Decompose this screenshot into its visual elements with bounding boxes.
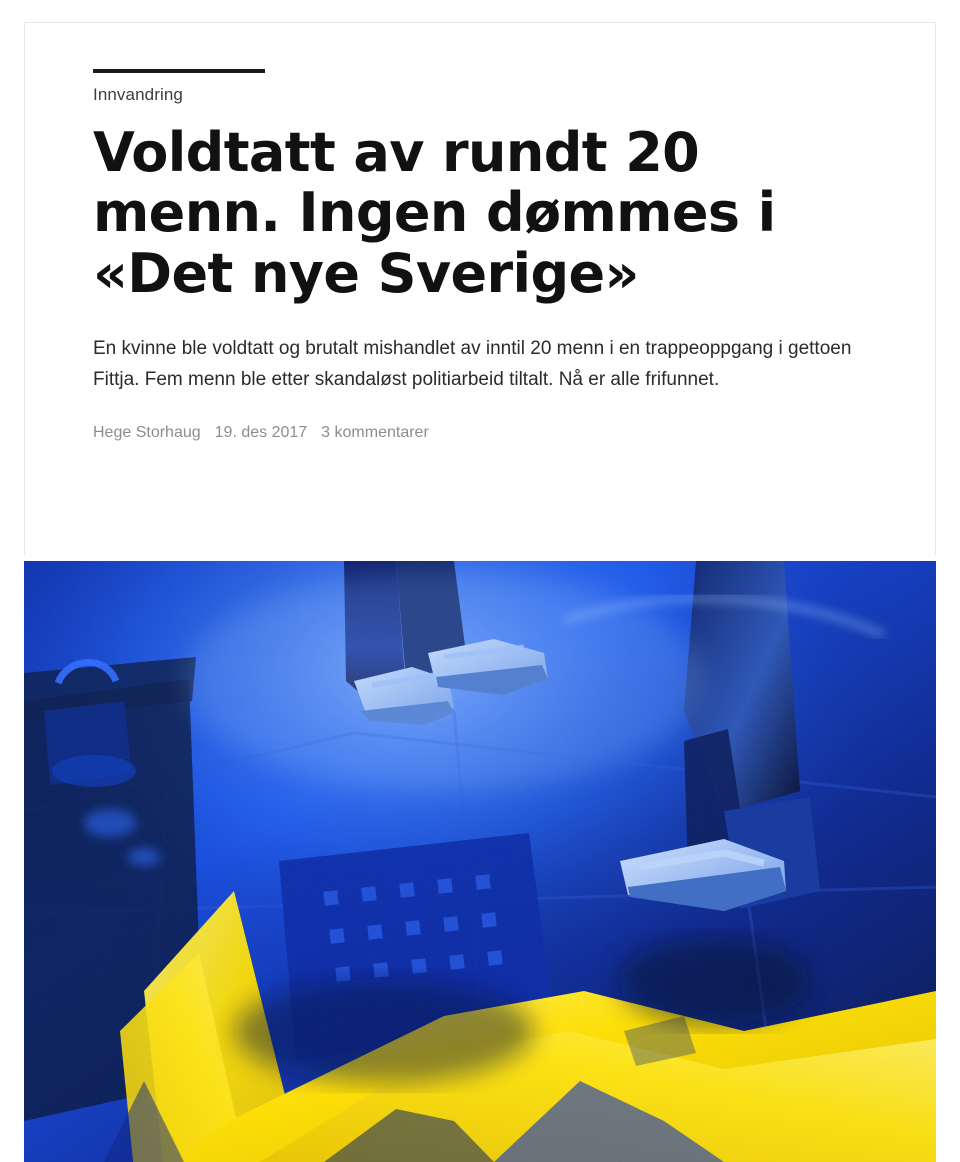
byline	[93, 424, 867, 442]
byline-date: 19. des 2017	[214, 423, 308, 441]
byline-author[interactable]: Hege Storhaug	[93, 423, 201, 441]
article-header-card	[24, 22, 936, 555]
kicker-divider	[93, 69, 265, 73]
page-title: Voldtatt av rundt 20 menn. Ingen dømmes i «Det nye Sverige»	[93, 121, 776, 305]
article-category-label[interactable]: Innvandring	[93, 85, 183, 104]
article-standfirst: En kvinne ble voldtatt og brutalt mishandlet av inntil 20 menn i en trappeoppgang i gettoen Fittja. Fem menn ble etter skandaløst politiarbeid tiltalt. Nå er alle frifunnet.	[93, 338, 852, 391]
hero-image	[24, 561, 936, 1162]
hero-image-container	[24, 561, 936, 1162]
byline-comments-link[interactable]: 3 kommentarer	[321, 423, 429, 441]
